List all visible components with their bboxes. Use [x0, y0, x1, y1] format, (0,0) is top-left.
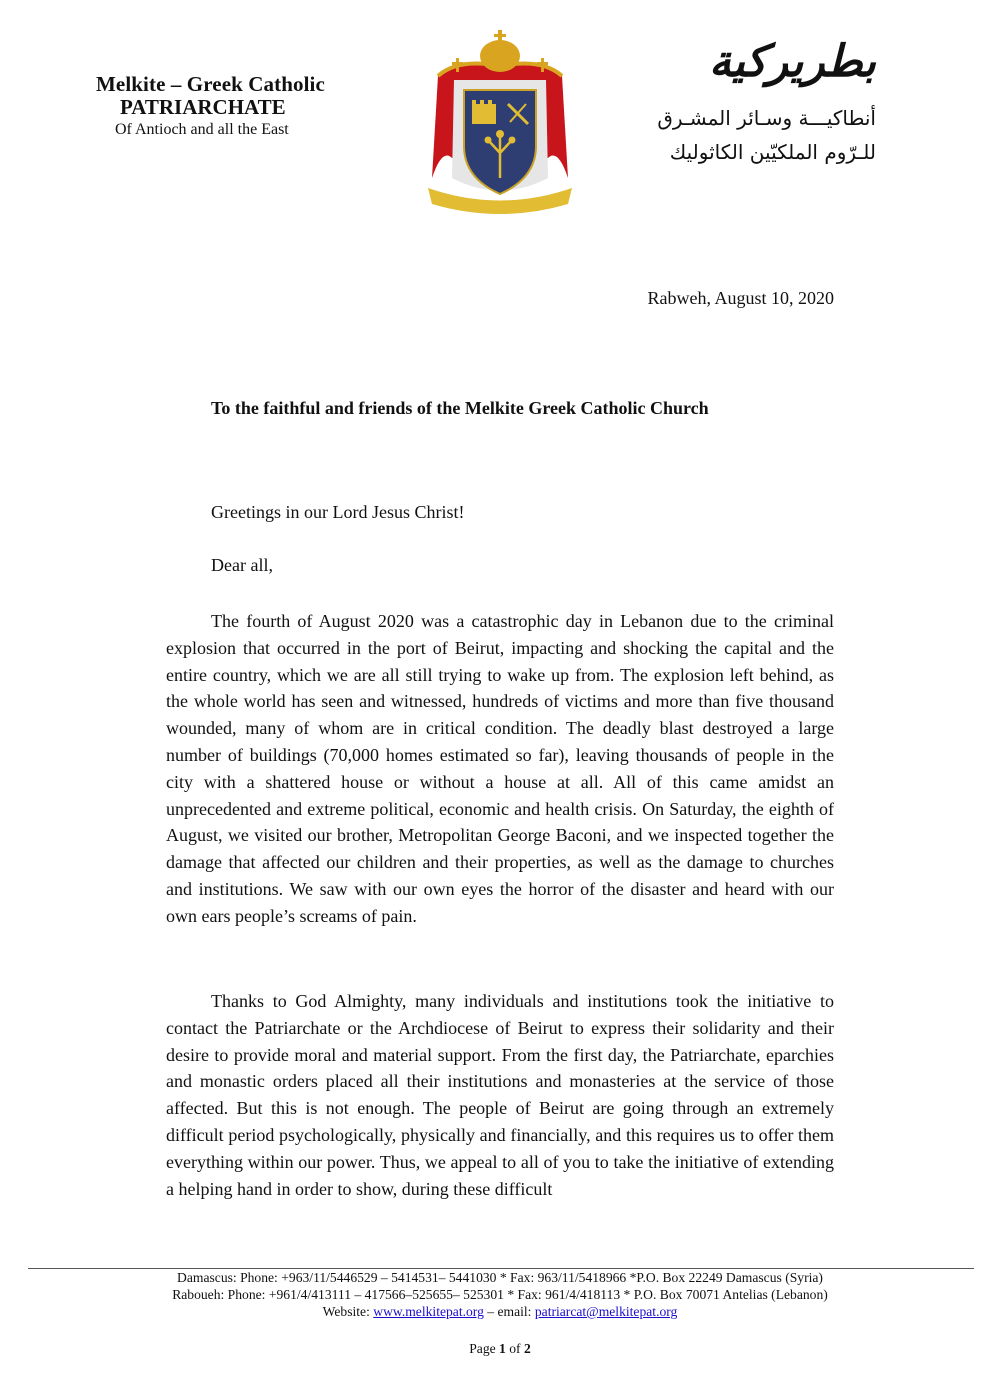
letter-recipient: To the faithful and friends of the Melkite Greek Catholic Church [211, 398, 709, 418]
coat-of-arms-icon [418, 28, 582, 214]
org-name-line2: PATRIARCHATE [120, 95, 286, 119]
page-current: 1 [499, 1341, 506, 1356]
arabic-subtitle-line2: للـرّوم الملكيّين الكاثوليك [669, 140, 876, 164]
footer-divider [28, 1268, 974, 1269]
arabic-subtitle-line1: أنطاكيـــة وسـائر المشـرق [657, 106, 876, 130]
email-link[interactable]: patriarcat@melkitepat.org [534, 1304, 678, 1319]
paragraph-text: Thanks to God Almighty, many individuals and institutions took the initiative to contact the Patriarchate or the Archdiocese of Beirut to express their solidarity and their desire to provide moral and material support. From the first day, the Patriarchate, eparchies and monastic orders placed all their institutions and monasteries at the service of those affected. But this is not enough. The people of Beirut are going through an extremely difficult period psychologically, physically and financially, and this requires us to offer them everything within our power. Thus, we appeal to all of you to take the initiative of extending a helping hand in order to show, during these difficult [166, 991, 834, 1199]
footer-web-contact [0, 1304, 1000, 1320]
letter-greeting: Greetings in our Lord Jesus Christ! [211, 502, 465, 522]
email-label: – email: [483, 1304, 535, 1319]
paragraph-text: The fourth of August 2020 was a catastrophic day in Lebanon due to the criminal explosion that occurred in the port of Beirut, impacting and shocking the capital and the entire country, which we are all still trying to wake up from. The explosion left behind, as the whole world has seen and witnessed, hundreds of victims and more than five thousand wounded, many of whom are in critical condition. The deadly blast destroyed a large number of buildings (70,000 homes estimated so far), leaving thousands of people in the city with a shattered house or without a house at all. All of this came amidst an unprecedented and extreme political, economic and health crisis. On Saturday, the eighth of August, we visited our brother, Metropolitan George Baconi, and we inspected together the damage that affected our children and their properties, as well as the damage to churches and institutions. We saw with our own eyes the horror of the disaster and heard with our own ears people’s screams of pain. [166, 611, 834, 926]
body-paragraph-2 [166, 988, 834, 1202]
website-link[interactable]: www.melkitepat.org [373, 1304, 484, 1319]
footer-raboueh-contact: Raboueh: Phone: +961/4/413111 – 417566–525655– 525301 * Fax: 961/4/418113 * P.O. Box 70071 Antelias (Lebanon) [172, 1287, 828, 1302]
page-number [0, 1341, 1000, 1357]
footer-damascus-contact: Damascus: Phone: +963/11/5446529 – 5414531– 5441030 * Fax: 963/11/5418966 *P.O. Box 22249 Damascus (Syria) [177, 1270, 823, 1285]
org-name-line3: Of Antioch and all the East [115, 121, 289, 138]
website-label: Website: [322, 1304, 374, 1319]
letter-salutation: Dear all, [211, 555, 273, 575]
page-prefix: Page [469, 1341, 500, 1356]
page-of: of [505, 1341, 524, 1356]
letter-date: Rabweh, August 10, 2020 [647, 288, 834, 308]
body-paragraph-1 [166, 608, 834, 930]
page-total: 2 [523, 1341, 531, 1356]
arabic-title: بطريركية [709, 36, 876, 87]
org-name-line1: Melkite – Greek Catholic [96, 72, 325, 96]
